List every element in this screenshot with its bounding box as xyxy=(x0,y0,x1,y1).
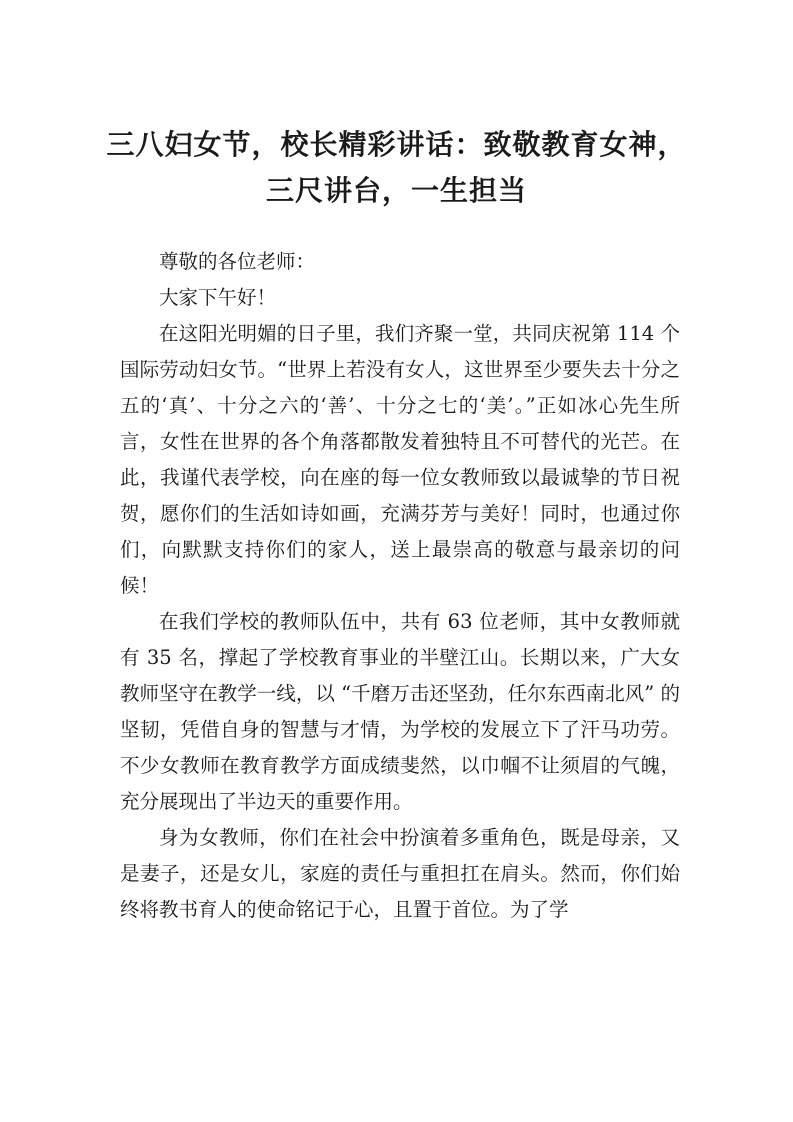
greeting: 大家下午好！ xyxy=(159,286,277,309)
document-title xyxy=(100,122,693,214)
paragraph: 在我们学校的教师队伍中，共有 63 位老师，其中女教师就有 35 名，撑起了学校教育事业的半壁江山。长期以来，广大女教师坚守在教学一线，以 “千磨万击还坚劲，任尔东西南北风” 的坚韧，凭借自身的智慧与才情，为学校的发展立下了汗马功劳。不少女教师在教育教学方面成绩斐然，以巾帼不让须眉的气魄，充分展现出了半边天的重要作用。 xyxy=(120,610,680,813)
title-line-2: 三尺讲台，一生担当 xyxy=(265,174,527,207)
document-body xyxy=(120,244,680,928)
paragraph: 身为女教师，你们在社会中扮演着多重角色，既是母亲，又是妻子，还是女儿，家庭的责任与重担扛在肩头。然而，你们始终将教书育人的使命铭记于心，且置于首位。为了学 xyxy=(120,826,680,921)
title-line-1: 三八妇女节，校长精彩讲话：致敬教育女神， xyxy=(106,128,687,161)
salutation: 尊敬的各位老师： xyxy=(159,250,316,273)
paragraph: 在这阳光明媚的日子里，我们齐聚一堂，共同庆祝第 114 个国际劳动妇女节。“世界上若没有女人，这世界至少要失去十分之五的‘真’、十分之六的‘善’、十分之七的‘美’。”正如冰心先生所言，女性在世界的各个角落都散发着独特且不可替代的光芒。在此，我谨代表学校，向在座的每一位女教师致以最诚挚的节日祝贺，愿你们的生活如诗如画，充满芬芳与美好！同时，也通过你们，向默默支持你们的家人，送上最崇高的敬意与最亲切的问候！ xyxy=(120,322,680,597)
